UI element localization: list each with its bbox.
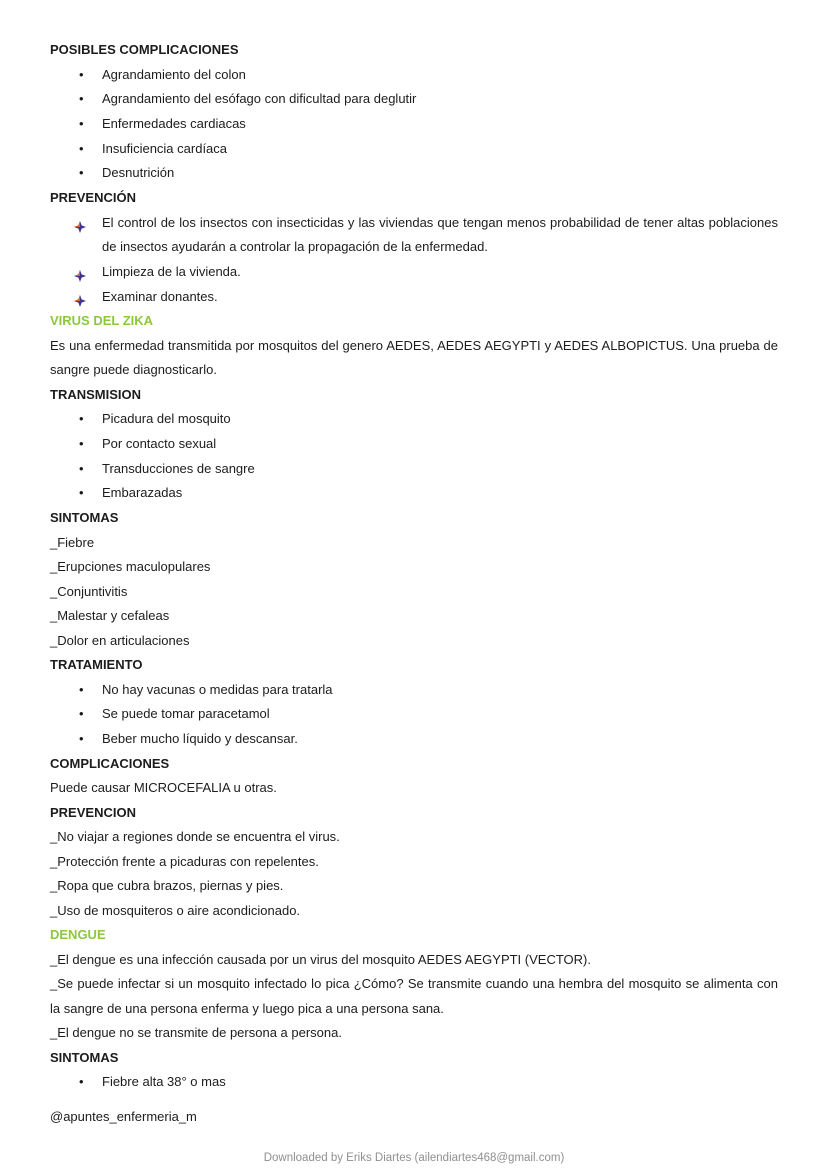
star-bullet-icon (74, 291, 86, 303)
download-footer-text: Downloaded by Eriks Diartes (ailendiartes468@gmail.com) (263, 1152, 565, 1164)
bullet-item: • Desnutrición (50, 161, 778, 186)
prevention-line: _Uso de mosquiteros o aire acondicionado. (50, 902, 301, 918)
section-heading: PREVENCIÓN (50, 190, 136, 206)
star-bullet-item (50, 260, 778, 285)
bullet-item: • Beber mucho líquido y descansar. (50, 727, 778, 752)
paragraph: Es una enfermedad transmitida por mosquitos del genero AEDES, AEDES AEGYPTI y AEDES ALBOPICTUS. Una prueba de sangre puede diagnosticarlo. (50, 337, 778, 378)
bullet-item: • Se puede tomar paracetamol (50, 702, 778, 727)
star-bullet-icon (74, 217, 86, 229)
star-bullet-text: El control de los insectos con insecticidas y las viviendas que tengan menos probabilidad de tener altas poblaciones de insectos ayudarán a controlar la propagación de la enfermedad. (102, 214, 778, 255)
bullet-item: • Enfermedades cardiacas (50, 112, 778, 137)
symptom-line: _Conjuntivitis (50, 583, 128, 599)
star-bullet-list (50, 211, 778, 310)
star-bullet-item (50, 211, 778, 260)
section-heading: COMPLICACIONES (50, 755, 170, 771)
bullet-item: • No hay vacunas o medidas para tratarla (50, 678, 778, 703)
section-heading: SINTOMAS (50, 510, 119, 526)
section-heading: POSIBLES COMPLICACIONES (50, 42, 239, 57)
bullet-item: • Insuficiencia cardíaca (50, 137, 778, 162)
bullet-list (50, 407, 778, 506)
line-list (50, 948, 778, 1046)
bullet-list (50, 678, 778, 752)
section-heading: SINTOMAS (50, 1049, 119, 1065)
bullet-item: • Transducciones de sangre (50, 457, 778, 482)
star-bullet-item (50, 285, 778, 310)
symptom-line: _Fiebre (50, 534, 95, 550)
dengue-line: _El dengue es una infección causada por un virus del mosquito AEDES AEGYPTI (VECTOR). (50, 951, 591, 967)
line-list (50, 531, 778, 654)
document-page (50, 38, 778, 1129)
section-heading: TRATAMIENTO (50, 657, 143, 673)
instagram-handle: @apuntes_enfermeria_m (50, 1108, 197, 1124)
bullet-list (50, 1070, 778, 1095)
star-bullet-text: Examinar donantes. (102, 288, 218, 304)
bullet-item: • Fiebre alta 38° o mas (50, 1070, 778, 1095)
symptom-line: _Malestar y cefaleas (50, 608, 170, 624)
prevention-line: _Ropa que cubra brazos, piernas y pies. (50, 878, 284, 894)
line-list (50, 825, 778, 923)
section-heading: PREVENCION (50, 804, 136, 820)
dengue-line: _El dengue no se transmite de persona a persona. (50, 1025, 342, 1041)
section-heading-green: VIRUS DEL ZIKA (50, 313, 154, 329)
download-footer (0, 1152, 828, 1164)
bullet-item: • Picadura del mosquito (50, 407, 778, 432)
section-heading-green: DENGUE (50, 927, 106, 943)
star-bullet-icon (74, 266, 86, 278)
prevention-line: _No viajar a regiones donde se encuentra el virus. (50, 829, 340, 845)
bullet-item: • Por contacto sexual (50, 432, 778, 457)
dengue-line: _Se puede infectar si un mosquito infectado lo pica ¿Cómo? Se transmite cuando una hembra del mosquito se alimenta con la sangre de una persona enferma y luego pica a una persona sana. (50, 976, 778, 1016)
star-bullet-text: Limpieza de la vivienda. (102, 263, 241, 279)
section-heading: TRANSMISION (50, 386, 141, 402)
bullet-item: • Embarazadas (50, 481, 778, 506)
symptom-line: _Dolor en articulaciones (50, 632, 190, 648)
prevention-line: _Protección frente a picaduras con repelentes. (50, 853, 319, 869)
bullet-item: • Agrandamiento del esófago con dificultad para deglutir (50, 87, 778, 112)
paragraph: Puede causar MICROCEFALIA u otras. (50, 780, 277, 796)
bullet-list (50, 63, 778, 187)
symptom-line: _Erupciones maculopulares (50, 559, 211, 575)
bullet-item: • Agrandamiento del colon (50, 63, 778, 88)
